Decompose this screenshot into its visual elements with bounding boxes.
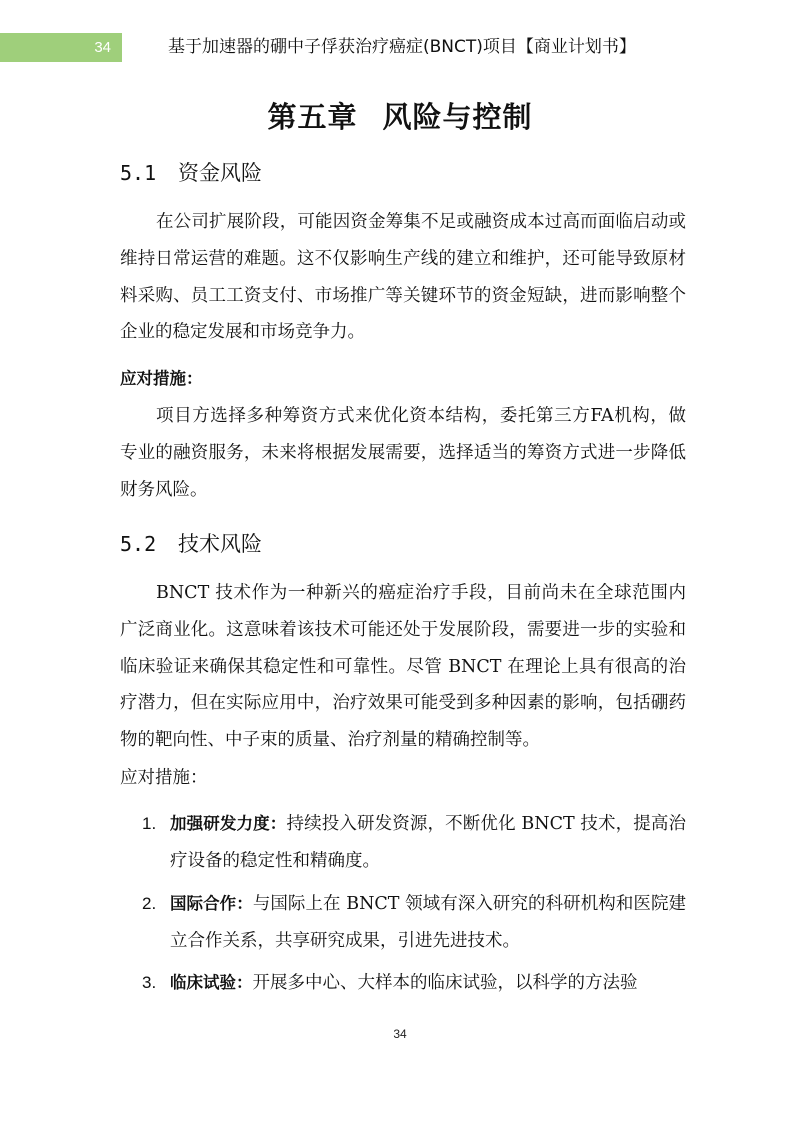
list-item-body — [170, 965, 686, 1002]
list-item — [142, 965, 686, 1002]
paragraph-funding-measures: 项目方选择多种筹资方式来优化资本结构，委托第三方FA机构，做专业的融资服务，未来将根据发展需要，选择适当的筹资方式进一步降低财务风险。 — [120, 406, 686, 500]
list-marker: 1. — [142, 814, 157, 833]
list-item-term: 国际合作： — [170, 894, 253, 913]
paragraph-technology-risk: BNCT 技术作为一种新兴的癌症治疗手段，目前尚未在全球范围内广泛商业化。这意味着该技术可能还处于发展阶段，需要进一步的实验和临床验证来确保其稳定性和可靠性。尽管 BNCT 在理论上具有很高的治疗潜力，但在实际应用中，治疗效果可能受到多种因素的影响，包括硼药物的靶向性、中子束的质量、治疗剂量的精确控制等。 — [120, 583, 686, 751]
list-item — [142, 806, 686, 879]
section-number: 5.1 — [120, 161, 157, 185]
list-item-text: 开展多中心、大样本的临床试验，以科学的方法验 — [252, 973, 638, 993]
section-heading-5-2 — [120, 529, 262, 559]
section-number: 5.2 — [120, 532, 157, 556]
paragraph-funding-risk: 在公司扩展阶段，可能因资金筹集不足或融资成本过高而面临启动或维持日常运营的难题。这不仅影响生产线的建立和维护，还可能导致原材料采购、员工工资支付、市场推广等关键环节的资金短缺，进而影响整个企业的稳定发展和市场竞争力。 — [120, 212, 686, 343]
list-item-body — [170, 886, 686, 959]
list-marker: 3. — [142, 973, 157, 992]
list-item-text: 持续投入研发资源，不断优化 BNCT 技术，提高治疗设备的稳定性和精确度。 — [170, 814, 687, 871]
list-item-term: 临床试验： — [170, 973, 253, 992]
chapter-title: 第五章 风险与控制 — [267, 100, 533, 134]
list-item — [142, 886, 686, 959]
section-title: 技术风险 — [178, 532, 262, 556]
list-item-text: 与国际上在 BNCT 领域有深入研究的科研机构和医院建立合作关系，共享研究成果，引进先进技术。 — [170, 894, 687, 951]
page-number-tab: 34 — [0, 33, 122, 62]
measures-label: 应对措施： — [120, 768, 208, 788]
list-item-term: 加强研发力度： — [170, 814, 287, 833]
section-title: 资金风险 — [178, 161, 262, 185]
list-marker: 2. — [142, 894, 157, 913]
list-item-body — [170, 806, 686, 879]
running-header-title: 基于加速器的硼中子俘获治疗癌症(BNCT)项目【商业计划书】 — [168, 37, 636, 57]
section-heading-5-1 — [120, 158, 262, 188]
measures-label: 应对措施： — [120, 369, 203, 388]
footer-page-number: 34 — [393, 1027, 407, 1041]
